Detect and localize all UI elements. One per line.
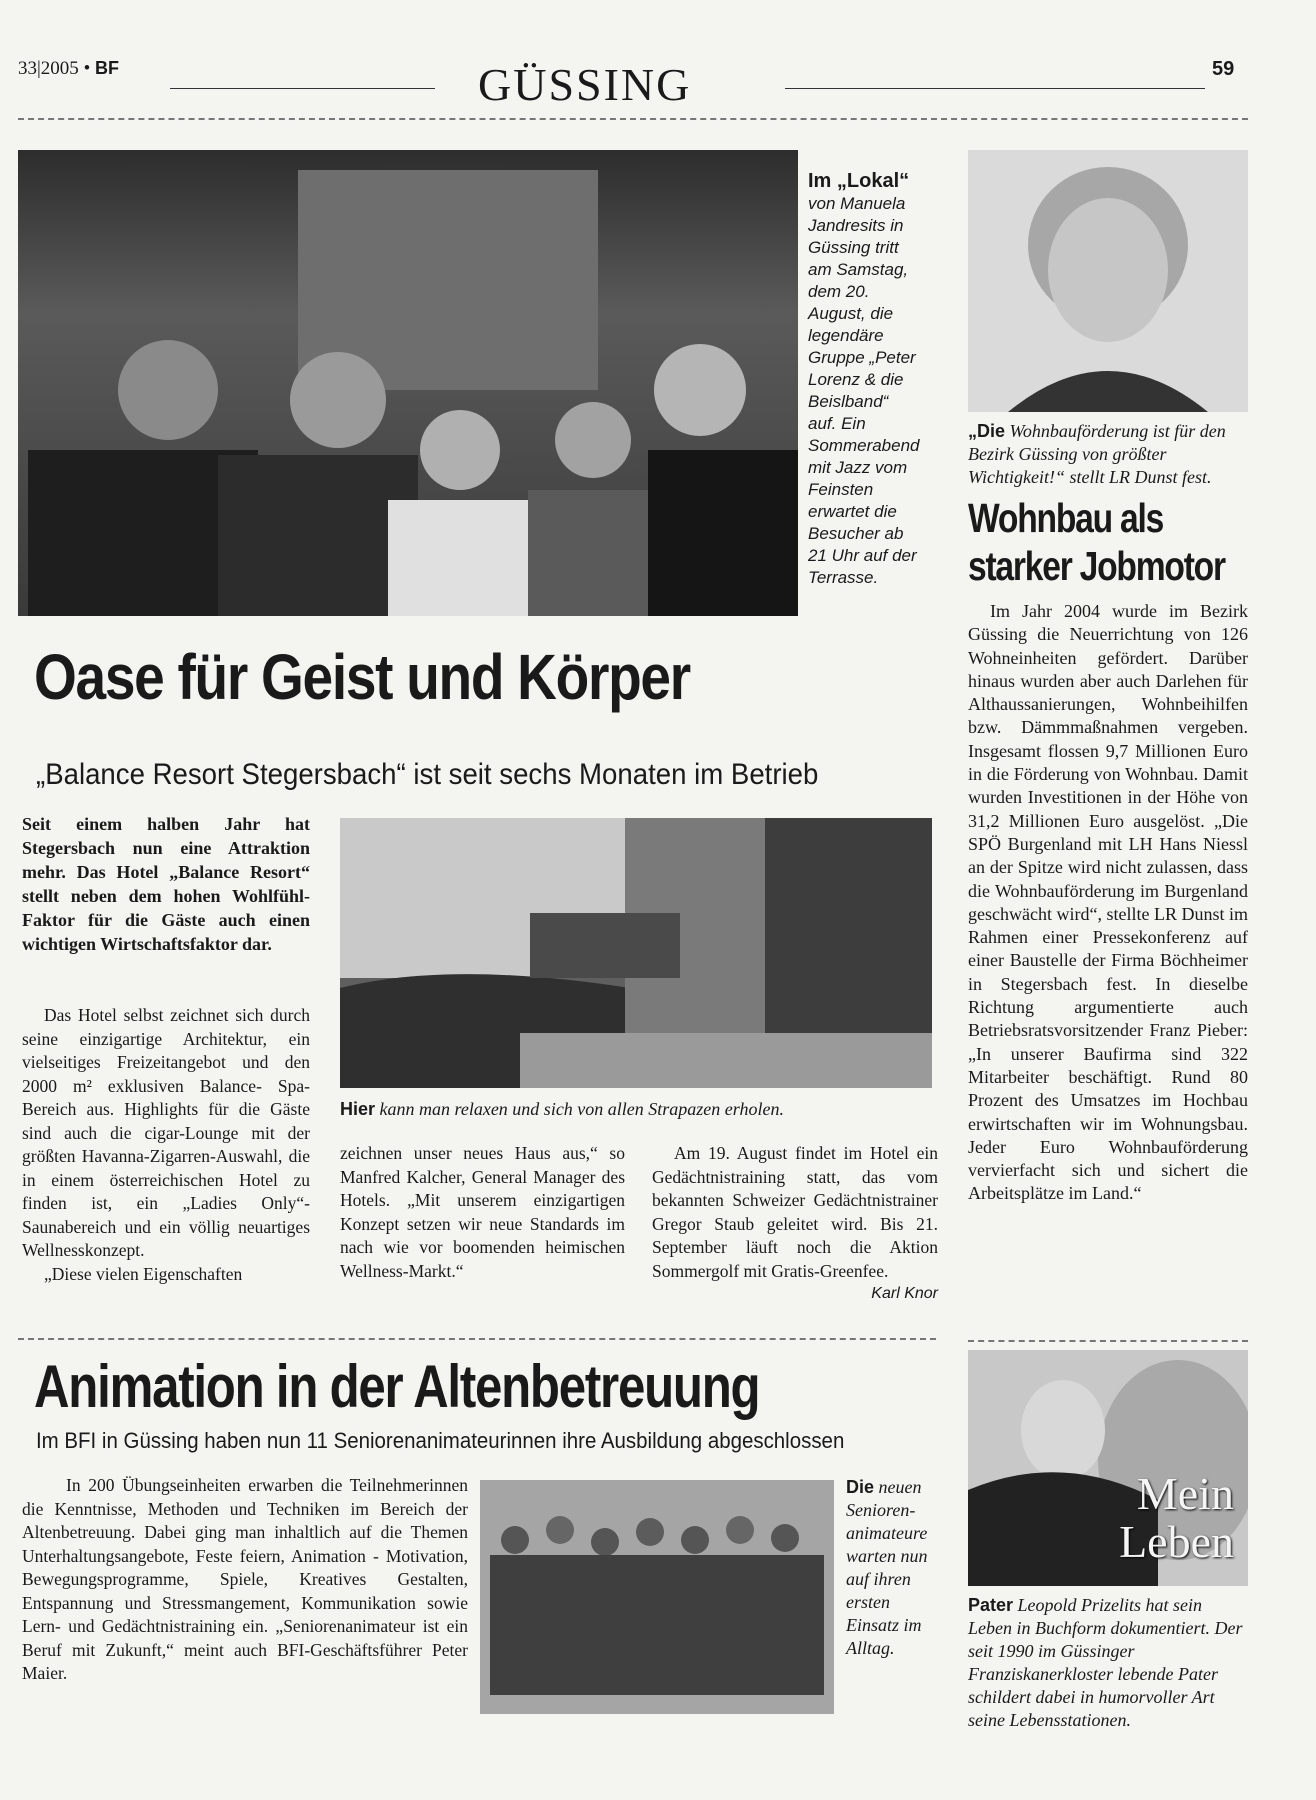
balance-body-col1: Das Hotel selbst zeichnet sich durch seine einzigartige Architektur, ein vielseitiges Freizeitangebot und den 2000 m² exklusiven Balance- Spa-Bereich aus. Highlights für die Gäste sind auch die cigar-Lounge mit der größten Havanna-Zigarren-Auswahl, die in einem österreichischen Hotel zu finden ist, ein „Ladies Only“-Saunabereich und ein völlig neuartiges Wellnesskonzept. „Diese vielen Eigenschaften bbox=[22, 1005, 310, 1284]
seniors-caption: Die neuen Seniorenanimateure warten nun auf ihren ersten Einsatz im Alltag. bbox=[846, 1477, 928, 1658]
page-number: 59 bbox=[1212, 58, 1235, 80]
section-title: GÜSSING bbox=[478, 59, 692, 110]
wohnbau-headline: Wohnbau als starker Jobmotor bbox=[968, 495, 1225, 589]
band-photo-illustration bbox=[18, 150, 798, 616]
mein-leben-overlay: Mein Leben bbox=[1119, 1468, 1234, 1567]
wohnbau-quote: „Die Wohnbauförderung ist für den Bezirk Güssing von größter Wichtigkeit!“ stellt LR Dunst fest. bbox=[968, 421, 1226, 487]
animation-subhead: Im BFI in Güssing haben nun 11 Seniorenanimateurinnen ihre Ausbildung abgeschlossen bbox=[36, 1428, 845, 1453]
seniors-group-photo bbox=[480, 1480, 834, 1714]
wohnbau-body: Im Jahr 2004 wurde im Bezirk Güssing die Neuerrichtung von 126 Wohneinheiten gefördert. Darüber hinaus wurden aber auch Darlehen für Althaussanierungen, Wohnbeihilfen bzw. Dämmmaßnahmen vergeben. Insgesamt flossen 9,7 Millionen Euro in die Förderung von Wohnbau. Damit wurden Investitionen in der Höhe von 31,2 Millionen Euro ausgelöst. „Die SPÖ Burgenland mit LH Hans Niessl an der Spitze wird nicht zulassen, dass die Wohnbauförderung im Burgenland geschwächt wird“, stellte LR Dunst im Rahmen einer Pressekonferenz auf einer Baustelle der Firma Böchheimer in Stegersbach fest. In dieselbe Richtung argumentierte auch Betriebsratsvorsitzender Franz Pieber: „In unserer Baufirma sind 322 Mitarbeiter beschäftigt. Rund 80 Prozent des Umsatzes im Hochbau erwirtschaften wir im Wohnungsbau. Jeder Euro Wohnbauförderung vervierfacht sich und sichert die Arbeitsplätze im Land.“ bbox=[968, 601, 1248, 1204]
resort-photo-illustration bbox=[340, 818, 932, 1088]
balance-body-col3: Am 19. August findet im Hotel ein Gedächtnistraining statt, das vom bekannten Schweizer Gedächtnistrainer Gregor Staub geleitet wird. Bis 21. September läuft noch die Aktion Sommergolf mit Gratis-Greenfee. Karl Knor bbox=[652, 1142, 938, 1306]
resort-photo bbox=[340, 818, 932, 1088]
issue-date: 33|2005 • BF bbox=[18, 58, 119, 79]
resort-photo-caption: Hier kann man relaxen und sich von allen Strapazen erholen. bbox=[340, 1099, 784, 1119]
band-photo bbox=[18, 150, 798, 616]
animation-headline: Animation in der Altenbetreuung bbox=[34, 1353, 760, 1420]
balance-body-col2: zeichnen unser neues Haus aus,“ so Manfred Kalcher, General Manager des Hotels. „Mit unserem einzigartigen Konzept setzen wir neue Standards im nach wie vor boomenden heimischen Wellness-Markt.“ bbox=[340, 1143, 625, 1281]
animation-body: In 200 Übungseinheiten erwarben die Teilnehmerinnen die Kenntnisse, Methoden und Techniken im Bereich der Altenbetreuung. Dabei ging man inhaltlich auf die Themen Unterhaltungsangebote, Feste feiern, Animation - Motivation, Bewegungsprogramme, Spiele, Kreatives Gestalten, Entspannung und Stressmangement, Kommunikation sowie Lern- und Gedächtnistraining ein. „Seniorenanimateur ist ein Beruf mit Zukunft,“ meint auch BFI-Geschäftsführer Peter Maier. bbox=[22, 1475, 468, 1683]
dunst-portrait bbox=[968, 150, 1248, 412]
paper-name: BF bbox=[94, 58, 119, 78]
prizelits-caption: Pater Leopold Prizelits hat sein Leben in Buchform dokumentiert. Der seit 1990 im Güssinger Franziskanerkloster lebende Pater schildert dabei in humorvoller Art seine Lebensstationen. bbox=[968, 1595, 1243, 1730]
dunst-portrait-illustration bbox=[968, 150, 1248, 412]
balance-lead: Seit einem halben Jahr hat Stegersbach nun eine Attraktion mehr. Das Hotel „Balance Resort“ stellt neben dem hohen Wohlfühl-Faktor für die Gäste auch einen wichtigen Wirtschaftsfaktor dar. bbox=[22, 814, 310, 954]
seniors-group-illustration bbox=[480, 1480, 834, 1714]
lokal-caption: Im „Lokal“ von Manuela Jandresits in Güssing tritt am Samstag, dem 20. August, die legendäre Gruppe „Peter Lorenz & die Beislband“ auf. Ein Sommerabend mit Jazz vom Feinsten erwartet die Besucher ab 21 Uhr auf der Terrasse. bbox=[808, 170, 920, 587]
author: Karl Knor bbox=[871, 1285, 938, 1302]
prizelits-photo bbox=[968, 1350, 1248, 1586]
balance-subhead: „Balance Resort Stegersbach“ ist seit sechs Monaten im Betrieb bbox=[36, 758, 819, 791]
balance-headline: Oase für Geist und Körper bbox=[34, 641, 690, 713]
